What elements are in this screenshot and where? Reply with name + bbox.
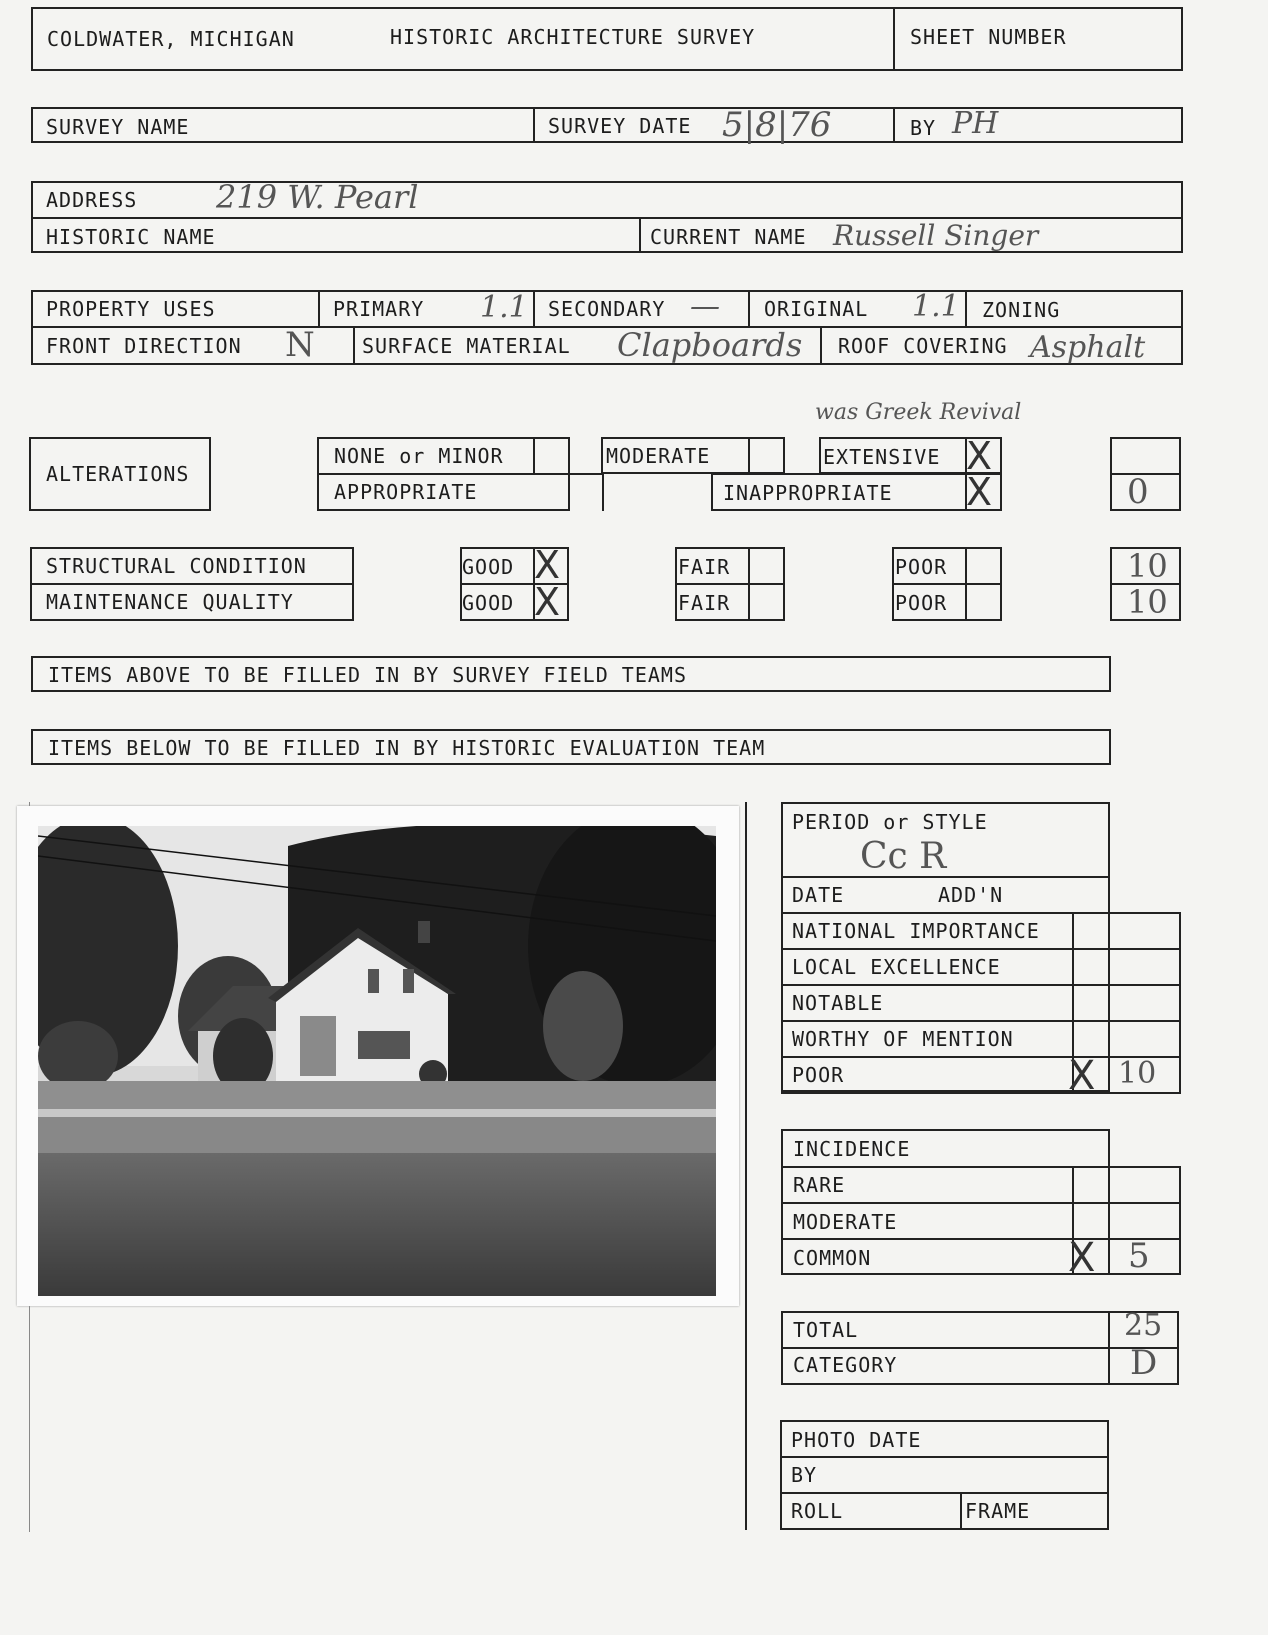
lawn bbox=[38, 1081, 716, 1111]
survey-date-value: 5|8|76 bbox=[722, 105, 832, 145]
divider bbox=[820, 326, 822, 365]
primary-value: 1.1 bbox=[480, 290, 528, 325]
sheet-number-label: SHEET NUMBER bbox=[910, 25, 1067, 49]
divider bbox=[1108, 1311, 1110, 1385]
roof-covering-value: Asphalt bbox=[1030, 330, 1146, 365]
divider bbox=[30, 583, 354, 585]
maintenance-quality-label: MAINTENANCE QUALITY bbox=[46, 590, 294, 614]
divider bbox=[781, 1238, 1181, 1240]
divider bbox=[533, 437, 535, 473]
secondary-label: SECONDARY bbox=[548, 297, 666, 321]
current-name-label: CURRENT NAME bbox=[650, 225, 807, 249]
alterations-score: 0 bbox=[1127, 472, 1149, 512]
divider bbox=[892, 583, 1002, 585]
period-style-label: PERIOD or STYLE bbox=[792, 810, 988, 834]
category-label: CATEGORY bbox=[793, 1353, 898, 1377]
fair-label-structural: FAIR bbox=[678, 555, 731, 579]
divider bbox=[353, 326, 355, 365]
divider bbox=[639, 217, 641, 253]
house-photograph bbox=[38, 826, 716, 1296]
divider bbox=[781, 984, 1181, 986]
divider bbox=[675, 583, 785, 585]
by-value: PH bbox=[952, 106, 999, 141]
common-label: COMMON bbox=[793, 1246, 872, 1270]
inappropriate-check: X bbox=[966, 470, 993, 514]
divider bbox=[780, 1456, 1109, 1458]
divider bbox=[1179, 912, 1181, 1092]
none-minor-label: NONE or MINOR bbox=[334, 444, 504, 468]
structural-condition-label: STRUCTURAL CONDITION bbox=[46, 554, 307, 578]
category-value: D bbox=[1130, 1343, 1158, 1383]
poor-label-maintenance: POOR bbox=[895, 591, 948, 615]
notable-label: NOTABLE bbox=[792, 991, 884, 1015]
divider bbox=[781, 1273, 1181, 1275]
period-style-value: Cc R bbox=[860, 836, 947, 877]
original-label: ORIGINAL bbox=[764, 297, 869, 321]
good-label-structural: GOOD bbox=[462, 555, 515, 579]
national-importance-label: NATIONAL IMPORTANCE bbox=[792, 919, 1040, 943]
alterations-label: ALTERATIONS bbox=[46, 462, 190, 486]
poor-evaluation-label: POOR bbox=[792, 1063, 845, 1087]
divider bbox=[748, 437, 750, 474]
field-team-note: ITEMS ABOVE TO BE FILLED IN BY SURVEY FIELD TEAMS bbox=[48, 663, 688, 687]
divider bbox=[602, 473, 604, 511]
original-value: 1.1 bbox=[912, 289, 960, 324]
inappropriate-label: INAPPROPRIATE bbox=[723, 481, 893, 505]
divider bbox=[748, 547, 750, 621]
divider bbox=[533, 107, 535, 143]
divider bbox=[965, 547, 967, 621]
poor-label-structural: POOR bbox=[895, 555, 948, 579]
frame-label: FRAME bbox=[965, 1499, 1031, 1523]
current-name-value: Russell Singer bbox=[833, 219, 1039, 252]
primary-label: PRIMARY bbox=[333, 297, 425, 321]
divider bbox=[781, 1347, 1179, 1349]
survey-date-label: SURVEY DATE bbox=[548, 114, 692, 138]
street bbox=[38, 1153, 716, 1296]
fair-label-maintenance: FAIR bbox=[678, 591, 731, 615]
lawn-strip bbox=[38, 1117, 716, 1153]
surface-material-label: SURFACE MATERIAL bbox=[362, 334, 571, 358]
incidence-label: INCIDENCE bbox=[793, 1137, 911, 1161]
city-label: COLDWATER, MICHIGAN bbox=[47, 27, 295, 51]
divider bbox=[781, 1166, 1181, 1168]
surface-material-value: Clapboards bbox=[617, 326, 803, 364]
divider bbox=[31, 326, 1183, 328]
upper-window bbox=[403, 969, 414, 993]
divider bbox=[318, 290, 320, 326]
shrub bbox=[38, 1021, 118, 1091]
good-structural-check: X bbox=[534, 543, 561, 587]
roll-label: ROLL bbox=[791, 1499, 844, 1523]
front-direction-label: FRONT DIRECTION bbox=[46, 334, 242, 358]
poor-evaluation-score: 10 bbox=[1118, 1056, 1157, 1091]
extensive-check: X bbox=[966, 434, 993, 478]
common-check: X bbox=[1068, 1235, 1096, 1281]
good-maintenance-check: X bbox=[534, 580, 561, 624]
divider bbox=[960, 1492, 962, 1530]
photo-date-label: PHOTO DATE bbox=[791, 1428, 922, 1452]
divider bbox=[893, 107, 895, 143]
front-direction-value: N bbox=[285, 325, 315, 365]
porch-door bbox=[300, 1016, 336, 1076]
upper-window bbox=[368, 969, 379, 993]
structural-score: 10 bbox=[1127, 547, 1168, 585]
zoning-label: ZONING bbox=[982, 298, 1061, 322]
local-excellence-label: LOCAL EXCELLENCE bbox=[792, 955, 1001, 979]
secondary-value: — bbox=[690, 289, 720, 324]
divider bbox=[781, 948, 1181, 950]
form-title: HISTORIC ARCHITECTURE SURVEY bbox=[390, 25, 756, 49]
property-uses-label: PROPERTY USES bbox=[46, 297, 216, 321]
header-divider bbox=[893, 7, 895, 71]
total-label: TOTAL bbox=[793, 1318, 859, 1342]
roof-covering-label: ROOF COVERING bbox=[838, 334, 1008, 358]
divider bbox=[965, 290, 967, 326]
divider bbox=[1179, 1166, 1181, 1274]
rare-label: RARE bbox=[793, 1173, 846, 1197]
front-window bbox=[358, 1031, 410, 1059]
evaluation-team-note: ITEMS BELOW TO BE FILLED IN BY HISTORIC EVALUATION TEAM bbox=[48, 736, 766, 760]
divider bbox=[781, 1020, 1181, 1022]
addn-label: ADD'N bbox=[938, 883, 1004, 907]
maintenance-score: 10 bbox=[1127, 583, 1168, 621]
common-score: 5 bbox=[1128, 1236, 1150, 1276]
alterations-note: was Greek Revival bbox=[815, 400, 1022, 425]
good-label-maintenance: GOOD bbox=[462, 591, 515, 615]
chimney bbox=[418, 921, 430, 943]
date-label: DATE bbox=[792, 883, 845, 907]
moderate-incidence-label: MODERATE bbox=[793, 1210, 898, 1234]
divider bbox=[780, 1492, 1109, 1494]
divider bbox=[781, 1202, 1181, 1204]
historic-name-label: HISTORIC NAME bbox=[46, 225, 216, 249]
by-label: BY bbox=[910, 116, 937, 140]
extensive-label: EXTENSIVE bbox=[823, 445, 941, 469]
poor-evaluation-check: X bbox=[1068, 1053, 1096, 1099]
address-label: ADDRESS bbox=[46, 188, 138, 212]
sidewalk bbox=[38, 1109, 716, 1117]
address-value: 219 W. Pearl bbox=[216, 178, 419, 216]
moderate-label: MODERATE bbox=[606, 444, 711, 468]
divider bbox=[317, 473, 604, 475]
appropriate-label: APPROPRIATE bbox=[334, 480, 478, 504]
small-tree bbox=[543, 971, 623, 1081]
worthy-of-mention-label: WORTHY OF MENTION bbox=[792, 1027, 1014, 1051]
divider bbox=[533, 290, 535, 326]
divider bbox=[781, 1092, 1181, 1094]
divider bbox=[748, 290, 750, 326]
divider bbox=[781, 912, 1181, 914]
photo-by-label: BY bbox=[791, 1463, 818, 1487]
survey-name-label: SURVEY NAME bbox=[46, 115, 190, 139]
total-value: 25 bbox=[1124, 1308, 1163, 1343]
